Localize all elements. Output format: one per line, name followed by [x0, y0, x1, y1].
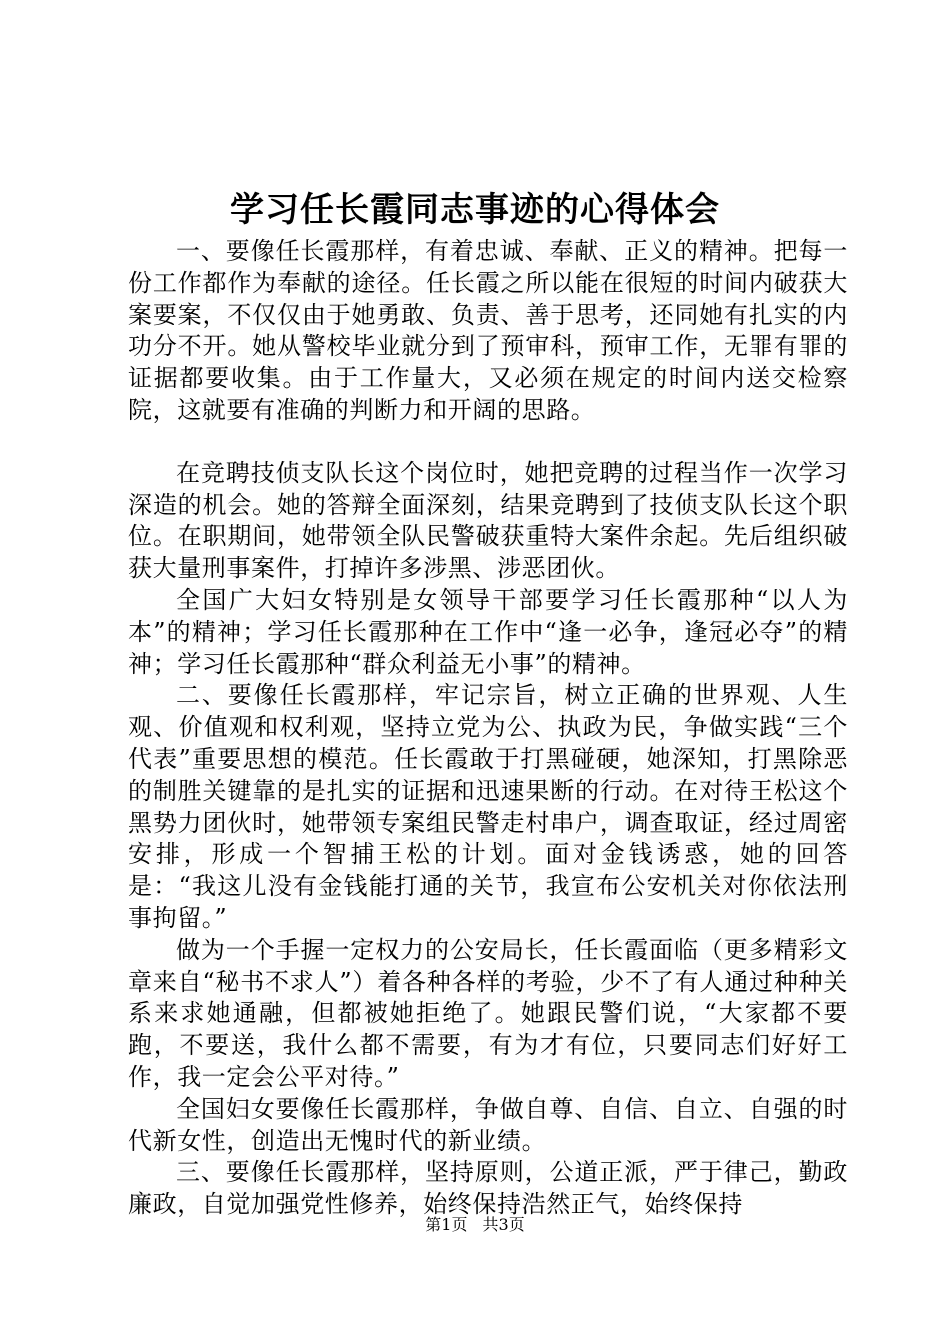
paragraph-1: 一、要像任长霞那样，有着忠诚、奉献、正义的精神。把每一份工作都作为奉献的途径。任长霞之所以能在很短的时间内破获大案要案，不仅仅由于她勇敢、负责、善于思考，还同她有扎实的内功分不开。她从警校毕业就分到了预审科，预审工作，无罪有罪的证据都要收集。由于工作量大，又必须在规定的时间内送交检察院，这就要有准确的判断力和开阔的思路。	[128, 237, 848, 424]
paragraph-3: 全国广大妇女特别是女领导干部要学习任长霞那种“以人为本”的精神；学习任长霞那种在工作中“逢一必争，逢冠必夺”的精神；学习任长霞那种“群众利益无小事”的精神。	[128, 585, 848, 678]
document-body	[128, 236, 848, 1221]
page-number-total: 共3页	[482, 1215, 525, 1234]
page-number-current: 第1页	[425, 1215, 468, 1234]
paragraph-6: 全国妇女要像任长霞那样，争做自尊、自信、自立、自强的时代新女性，创造出无愧时代的新业绩。	[128, 1094, 848, 1155]
paragraph-5: 做为一个手握一定权力的公安局长，任长霞面临（更多精彩文章来自“秘书不求人”）着各种各样的考验，少不了有人通过种种关系来求她通融，但都被她拒绝了。她跟民警们说，“大家都不要跑，不要送，我什么都不需要，有为才有位，只要同志们好好工作，我一定会公平对待。”	[128, 935, 848, 1091]
paragraph-7: 三、要像任长霞那样，坚持原则，公道正派，严于律己，勤政廉政，自觉加强党性修养，始终保持浩然正气，始终保持	[128, 1158, 848, 1219]
page-footer	[0, 1213, 950, 1237]
paragraph-2: 在竞聘技侦支队长这个岗位时，她把竞聘的过程当作一次学习深造的机会。她的答辩全面深刻，结果竞聘到了技侦支队长这个职位。在职期间，她带领全队民警破获重特大案件余起。先后组织破获大量刑事案件，打掉许多涉黑、涉恶团伙。	[128, 458, 848, 583]
document-title: 学习任长霞同志事迹的心得体会	[230, 190, 720, 230]
paragraph-4: 二、要像任长霞那样，牢记宗旨，树立正确的世界观、人生观、价值观和权利观，坚持立党为公、执政为民，争做实践“三个代表”重要思想的模范。任长霞敢于打黑碰硬，她深知，打黑除恶的制胜关键靠的是扎实的证据和迅速果断的行动。在对待王松这个黑势力团伙时，她带领专案组民警走村串户，调查取证，经过周密安排，形成一个智捕王松的计划。面对金钱诱惑，她的回答是：“我这儿没有金钱能打通的关节，我宣布公安机关对你依法刑事拘留。”	[128, 681, 848, 932]
